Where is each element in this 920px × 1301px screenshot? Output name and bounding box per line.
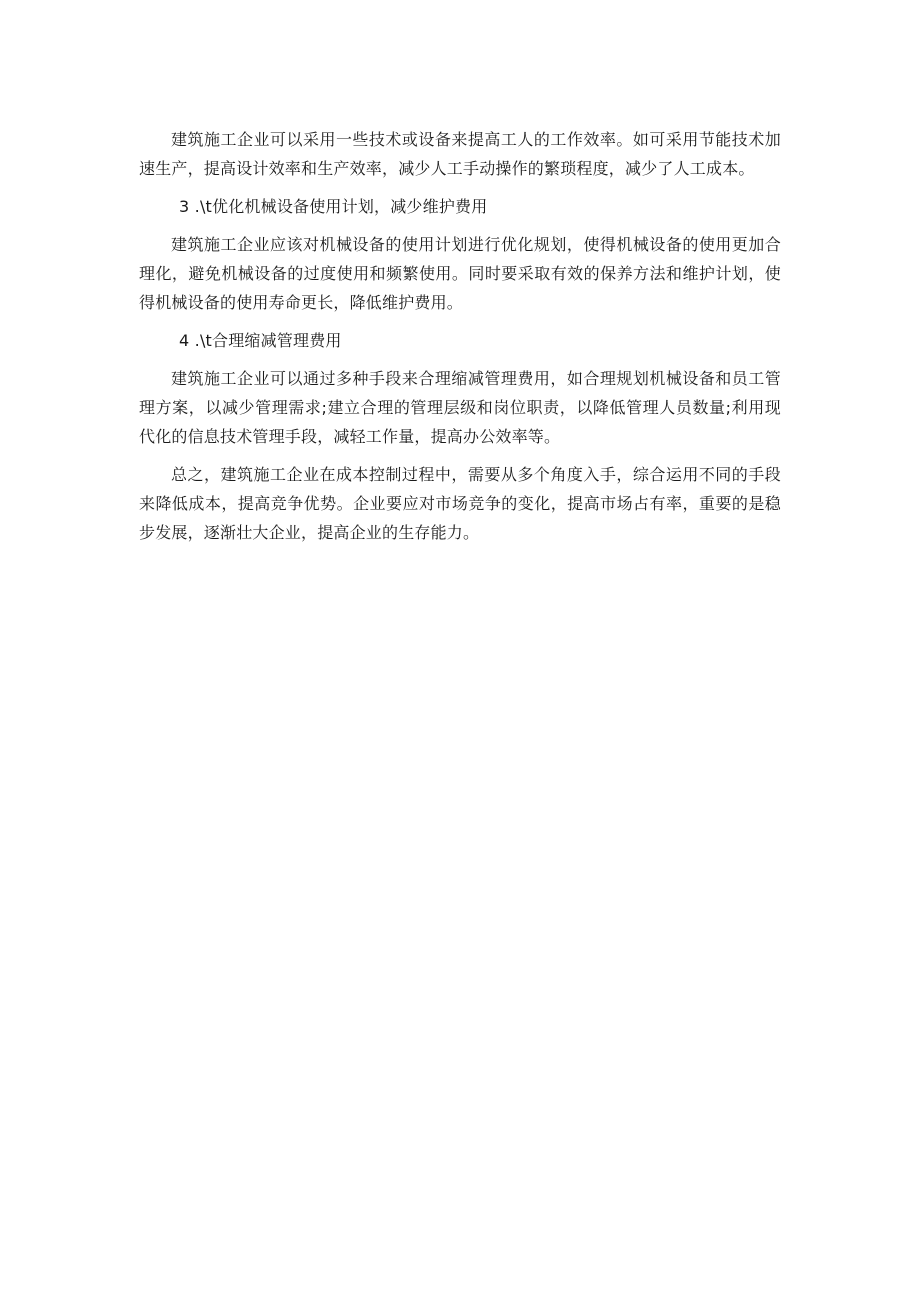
heading-optimize-machinery: 3 .\t优化机械设备使用计划，减少维护费用: [179, 197, 488, 216]
paragraph-management-costs: 建筑施工企业可以通过多种手段来合理缩减管理费用，如合理规划机械设备和员工管理方案，以减少管理需求;建立合理的管理层级和岗位职责，以降低管理人员数量;利用现代化的信息技术管理手段，减轻工作量，提高办公效率等。: [139, 369, 781, 446]
document-body: [139, 125, 781, 556]
paragraph-tech-efficiency: 建筑施工企业可以采用一些技术或设备来提高工人的工作效率。如可采用节能技术加速生产，提高设计效率和生产效率，减少人工手动操作的繁琐程度，减少了人工成本。: [139, 130, 781, 178]
paragraph-conclusion: 总之，建筑施工企业在成本控制过程中，需要从多个角度入手，综合运用不同的手段来降低成本，提高竞争优势。企业要应对市场竞争的变化，提高市场占有率，重要的是稳步发展，逐渐壮大企业，提高企业的生存能力。: [139, 465, 781, 542]
paragraph-machinery-plan: 建筑施工企业应该对机械设备的使用计划进行优化规划，使得机械设备的使用更加合理化，避免机械设备的过度使用和频繁使用。同时要采取有效的保养方法和维护计划，使得机械设备的使用寿命更长，降低维护费用。: [139, 235, 781, 312]
heading-reduce-management-costs: 4 .\t合理缩减管理费用: [179, 331, 342, 350]
